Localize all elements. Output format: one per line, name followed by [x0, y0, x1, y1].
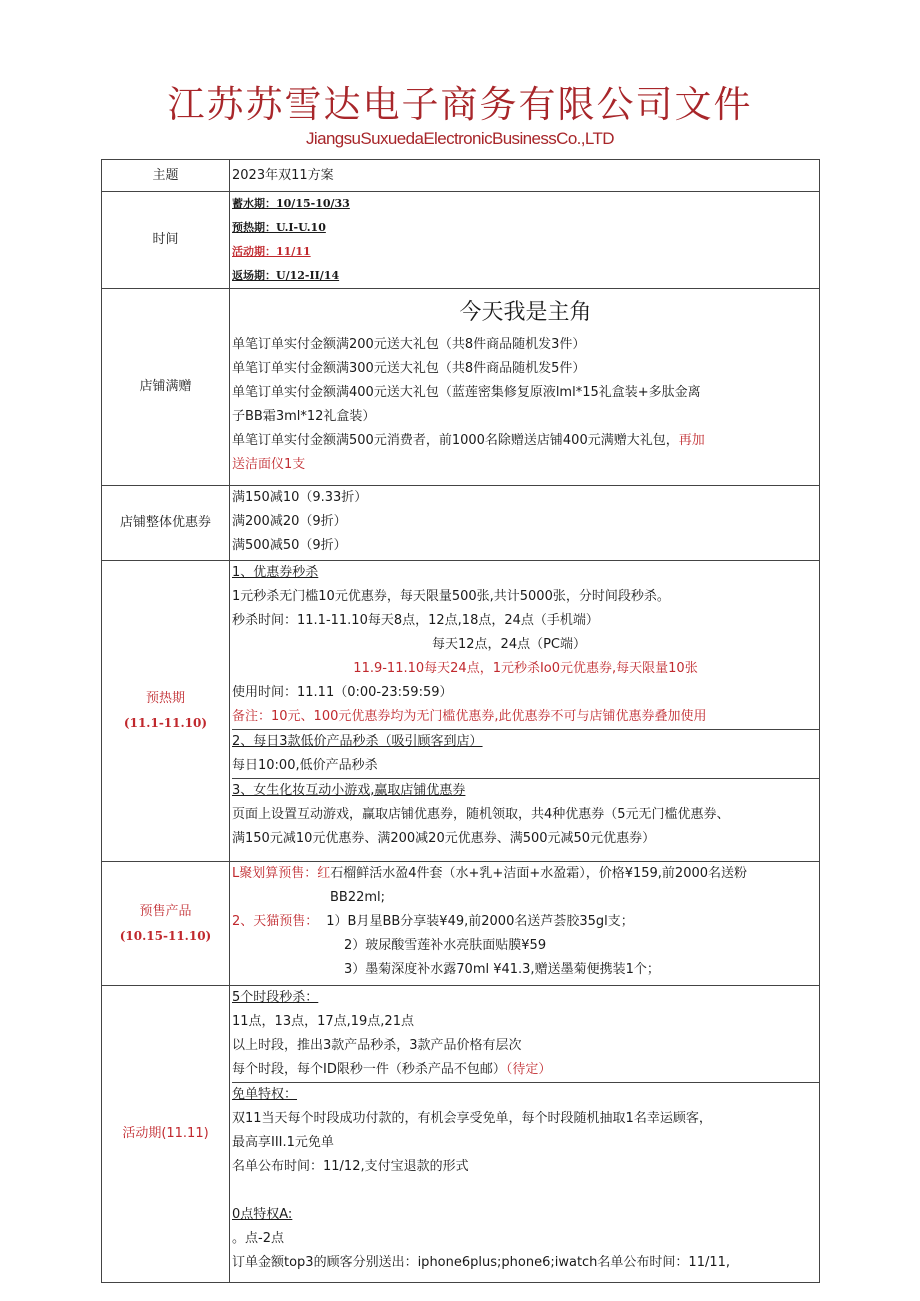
row-preheat [102, 561, 820, 862]
preheat-b1-l1: 1元秒杀无门槛10元优惠券，每天限量500张,共计5000张，分时间段秒杀。 [232, 589, 670, 604]
event-b1-l3-text: 每个时段，每个ID限秒一件（秒杀产品不包邮） [232, 1062, 506, 1077]
row-presale [102, 862, 820, 986]
coupon-line-3: 满500减50（9折） [232, 538, 347, 553]
presale-jhs-label: L聚划算预售： [232, 866, 318, 881]
document-subtitle: JiangsuSuxuedaElectronicBusinessCo.,LTD [306, 129, 614, 148]
gift-line-5 [232, 429, 819, 453]
gift-line-5-text: 单笔订单实付金额满500元消费者，前1000名除赠送店铺400元满赠大礼包， [232, 433, 679, 448]
time-return: 返场期：U/12-II/14 [232, 269, 340, 282]
preheat-b1-note: 备注：10元、100元优惠券均为无门槛优惠券,此优惠券不可与店铺优惠券叠加使用 [232, 709, 707, 724]
presale-jhs-red: 红 [317, 866, 331, 881]
plan-table [101, 159, 820, 1283]
row-coupon [102, 486, 820, 561]
time-preheat: 预热期：U.I-U.10 [232, 221, 326, 234]
gift-line-3: 单笔订单实付金额满400元送大礼包（蓝莲密集修复原液lml*15礼盒装+多肽金离 [232, 385, 701, 400]
event-b2-title: 免单特权： [232, 1087, 298, 1102]
presale-tmall-item-3: 3）墨菊深度补水露70ml ¥41.3,赠送墨菊便携装1个； [344, 962, 660, 977]
theme-value: 2023年双11方案 [232, 168, 334, 183]
presale-label: 预售产品 [139, 903, 192, 919]
document-title: 江苏苏雪达电子商务有限公司文件 [167, 83, 753, 126]
time-storage: 蓄水期：10/15-10/33 [232, 197, 350, 210]
presale-tmall-label: 2、天猫预售： [232, 914, 319, 929]
preheat-b3-title: 3、女生化妆互动小游戏,赢取店铺优惠券 [232, 783, 466, 798]
cell-event [230, 986, 820, 1283]
event-spacer [232, 1179, 819, 1203]
row-time [102, 192, 820, 289]
cell-time [230, 192, 820, 289]
event-b1-l3 [232, 1058, 819, 1082]
preheat-b1-title: 1、优惠券秒杀 [232, 565, 319, 580]
label-event: 活动期(11.11) [102, 986, 230, 1283]
preheat-b1-l2: 秒杀时间：11.1-11.10每天8点，12点,18点，24点（手机端） [232, 613, 599, 628]
preheat-period: (11.1-11.10) [123, 716, 208, 730]
cell-preheat [230, 561, 820, 862]
label-preheat [102, 561, 230, 862]
event-b3-l2: 订单金额top3的顾客分别送出：iphone6plus;phone6;iwatch名单公布时间：11/11, [232, 1255, 731, 1270]
preheat-b2-title: 2、每日3款低价产品秒杀（吸引顾客到店） [232, 734, 483, 749]
presale-tmall-item-1: 1）B月星BB分享装¥49,前2000名送芦荟胶35gl支； [326, 914, 634, 929]
row-store-gift [102, 289, 820, 486]
cell-store-gift [230, 289, 820, 486]
event-b1-l2: 以上时段，推出3款产品秒杀，3款产品价格有层次 [232, 1038, 522, 1053]
time-event: 活动期：11/11 [232, 245, 311, 258]
gift-line-5-red: 再加 [678, 433, 705, 448]
gift-line-2: 单笔订单实付金额满300元送大礼包（共8件商品随机发5件） [232, 361, 586, 376]
label-theme: 主题 [102, 160, 230, 192]
gift-line-1: 单笔订单实付金额满200元送大礼包（共8件商品随机发3件） [232, 337, 586, 352]
presale-period: (10.15-11.10) [119, 928, 212, 943]
preheat-b3-l2: 满150元减10元优惠券、满200减20元优惠券、满500元减50元优惠券） [232, 831, 656, 846]
cell-theme [230, 160, 820, 192]
presale-tmall [232, 910, 819, 934]
row-event [102, 986, 820, 1283]
preheat-b1-l4: 11.9-11.10每天24点，1元秒杀Io0元优惠券,每天限量10张 [353, 661, 698, 676]
presale-jhs [232, 862, 819, 886]
event-b1-l1: 11点，13点，17点,19点,21点 [232, 1014, 414, 1029]
cell-presale [230, 862, 820, 986]
coupon-line-1: 满150减10（9.33折） [232, 490, 368, 505]
label-store-gift: 店铺满赠 [102, 289, 230, 486]
preheat-b1-l5: 使用时间：11.11（0:00-23:59:59） [232, 685, 453, 700]
presale-jhs-cont: BB22ml; [330, 890, 386, 905]
coupon-line-2: 满200减20（9折） [232, 514, 347, 529]
gift-line-4: 子BB霜3ml*12礼盒装） [232, 409, 376, 424]
preheat-b3-l1: 页面上设置互动游戏，赢取店铺优惠券，随机领取，共4种优惠券（5元无门槛优惠券、 [232, 807, 730, 822]
label-time: 时间 [102, 192, 230, 289]
event-b2-l1: 双11当天每个时段成功付款的，有机会享受免单，每个时段随机抽取1名幸运顾客， [232, 1111, 712, 1126]
label-coupon: 店铺整体优惠券 [102, 486, 230, 561]
presale-jhs-text: 石榴鲜活水盈4件套（水+乳+洁面+水盈霜），价格¥159,前2000名送粉 [330, 866, 748, 881]
event-b1-l3-red: （待定） [505, 1062, 552, 1077]
row-theme [102, 160, 820, 192]
label-presale [102, 862, 230, 986]
event-b2-l3: 名单公布时间：11/12,支付宝退款的形式 [232, 1159, 469, 1174]
gift-line-6: 送洁面仪1支 [232, 457, 306, 472]
preheat-b1-l3: 每天12点，24点（PC端） [432, 637, 587, 652]
preheat-label: 预热期 [145, 691, 185, 706]
preheat-b2-l1: 每日10:00,低价产品秒杀 [232, 758, 378, 773]
gift-heading: 今天我是主角 [459, 300, 592, 325]
cell-coupon [230, 486, 820, 561]
event-b3-title: 0点特权A: [232, 1207, 293, 1222]
event-b2-l2: 最高享III.1元免单 [232, 1135, 334, 1150]
event-b1-title: 5个时段秒杀： [232, 990, 319, 1005]
presale-tmall-item-2: 2）玻尿酸雪莲补水亮肤面贴膜¥59 [344, 938, 547, 953]
event-b3-l1: 。点-2点 [232, 1231, 284, 1246]
